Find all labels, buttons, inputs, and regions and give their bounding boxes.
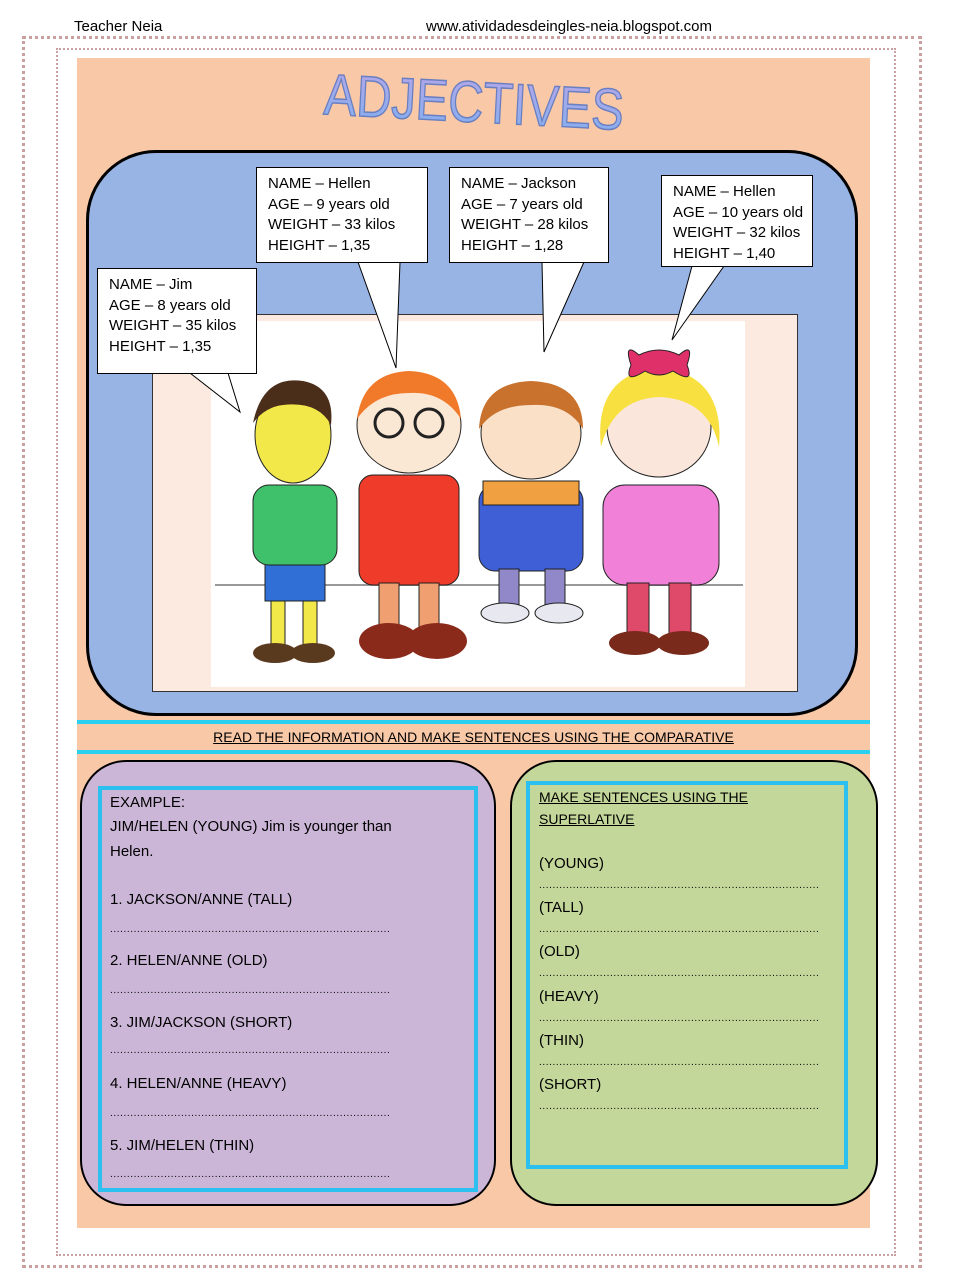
superlative-item-thin: (THIN) bbox=[539, 1032, 584, 1049]
bubble-jim-weight: WEIGHT – 35 kilos bbox=[109, 317, 237, 334]
author-text: Teacher Neia bbox=[74, 18, 163, 35]
bubble-hellen-1-age: AGE – 9 years old bbox=[268, 195, 390, 213]
bubble-jim bbox=[97, 268, 257, 374]
divider-bottom bbox=[77, 750, 870, 754]
bubble-jackson-height: HEIGHT – 1,28 bbox=[461, 236, 564, 254]
bubble-jim-name: NAME – Jim bbox=[109, 276, 193, 293]
answer-line-2[interactable]: ................................................................................... bbox=[110, 985, 391, 996]
bubble-hellen-1-name: NAME – Hellen bbox=[268, 175, 371, 192]
superlative-item-old: (OLD) bbox=[539, 943, 580, 960]
superlative-item-heavy: (HEAVY) bbox=[539, 988, 599, 1005]
bubble-hellen-2-name: NAME – Hellen bbox=[673, 183, 776, 200]
answer-line-4[interactable]: ................................................................................... bbox=[110, 1108, 391, 1119]
bubble-jackson-weight: WEIGHT – 28 kilos bbox=[461, 216, 589, 233]
bubble-hellen-2-height: HEIGHT – 1,40 bbox=[673, 244, 776, 262]
superlative-line-1[interactable]: ................................................................................... bbox=[539, 880, 820, 891]
bubble-hellen-1-weight: WEIGHT – 33 kilos bbox=[268, 216, 396, 233]
comparative-item-5: 5. JIM/HELEN (THIN) bbox=[110, 1137, 255, 1154]
superlative-line-2[interactable]: ................................................................................... bbox=[539, 924, 820, 935]
comparative-item-1: 1. JACKSON/ANNE (TALL) bbox=[110, 891, 293, 908]
superlative-item-short: (SHORT) bbox=[539, 1076, 602, 1093]
bubble-jim-age: AGE – 8 years old bbox=[109, 296, 231, 314]
bubble-jackson bbox=[449, 167, 609, 263]
comparative-item-2: 2. HELEN/ANNE (OLD) bbox=[110, 952, 268, 969]
bubble-jackson-age: AGE – 7 years old bbox=[461, 195, 583, 213]
superlative-line-6[interactable]: ................................................................................... bbox=[539, 1101, 820, 1112]
comparative-item-4: 4. HELEN/ANNE (HEAVY) bbox=[110, 1075, 287, 1092]
answer-line-1[interactable]: ................................................................................... bbox=[110, 924, 391, 935]
divider-top bbox=[77, 720, 870, 724]
example-label: EXAMPLE: bbox=[110, 794, 186, 811]
superlative-line-5[interactable]: ................................................................................... bbox=[539, 1057, 820, 1068]
bubble-jim-height: HEIGHT – 1,35 bbox=[109, 337, 212, 355]
comparative-item-3: 3. JIM/JACKSON (SHORT) bbox=[110, 1014, 293, 1031]
bubble-hellen-1 bbox=[256, 167, 428, 263]
bubble-jackson-name: NAME – Jackson bbox=[461, 175, 577, 192]
website-text: www.atividadesdeingles-neia.blogspot.com bbox=[426, 18, 712, 35]
answer-line-3[interactable]: ................................................................................... bbox=[110, 1045, 391, 1056]
superlative-title-2: SUPERLATIVE bbox=[539, 811, 635, 827]
title-text: ADJECTIVES bbox=[322, 62, 684, 146]
bubble-hellen-2-weight: WEIGHT – 32 kilos bbox=[673, 224, 801, 241]
bubble-hellen-2-age: AGE – 10 years old bbox=[673, 203, 804, 221]
superlative-item-tall: (TALL) bbox=[539, 899, 584, 916]
bubble-hellen-1-height: HEIGHT – 1,35 bbox=[268, 236, 371, 254]
instruction-text: READ THE INFORMATION AND MAKE SENTENCES USING THE COMPARATIVE bbox=[213, 729, 734, 745]
example-line-2: Helen. bbox=[110, 843, 154, 860]
superlative-item-young: (YOUNG) bbox=[539, 855, 604, 872]
bubble-hellen-2 bbox=[661, 175, 813, 267]
superlative-line-4[interactable]: ................................................................................... bbox=[539, 1013, 820, 1024]
answer-line-5[interactable]: ................................................................................... bbox=[110, 1169, 391, 1180]
superlative-title-1: MAKE SENTENCES USING THE bbox=[539, 789, 749, 805]
superlative-line-3[interactable]: ................................................................................... bbox=[539, 968, 820, 979]
example-line-1: JIM/HELEN (YOUNG) Jim is younger than bbox=[110, 818, 392, 835]
